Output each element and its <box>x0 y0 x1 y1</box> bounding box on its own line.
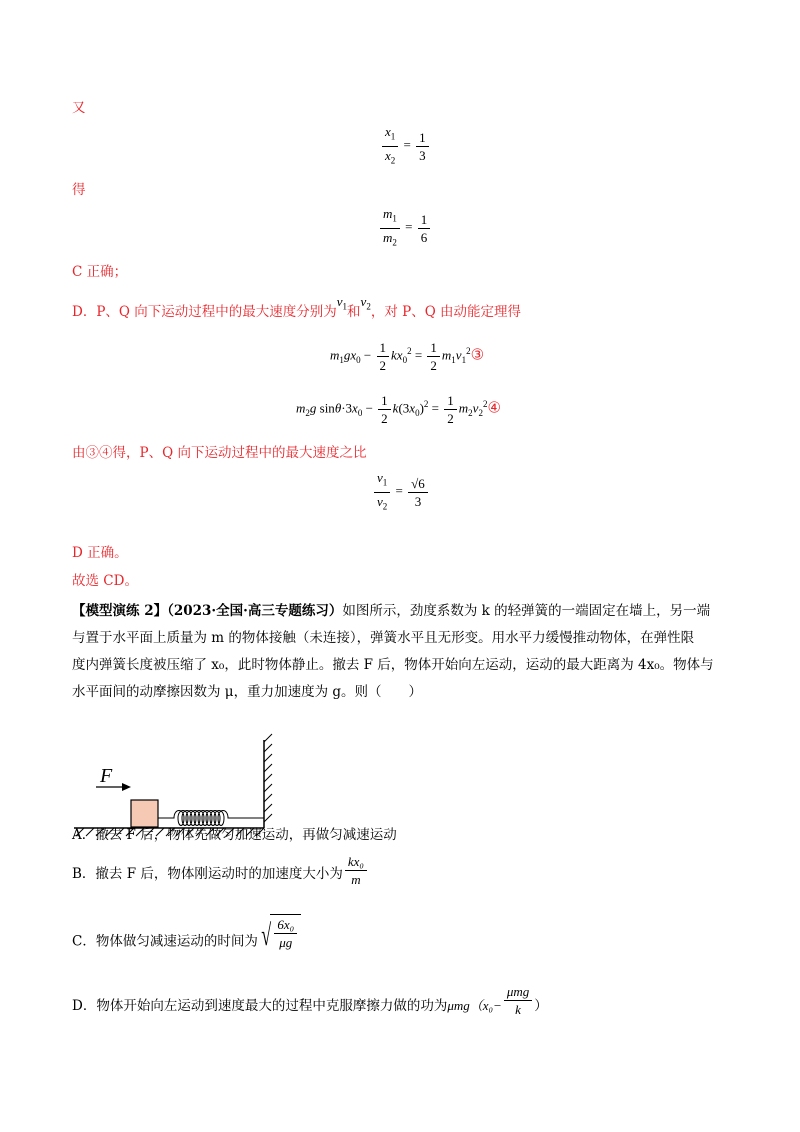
equation-3: $m_1gx_0$ − $\frac{1}{2}$ $kx_0^2$ = $\frac{1}{2}$ $m_1v_1^2③$ <box>330 340 485 373</box>
problem-line-4: 水平面间的动摩擦因数为 μ，重力加速度为 g。则（ ） <box>72 684 422 700</box>
text-from-34: 由③④得，P、Q 向下运动过程中的最大速度之比 <box>72 445 367 461</box>
wall-hatch <box>264 734 272 822</box>
force-label: F <box>100 765 113 787</box>
problem-line-1: 【模型演练 2】（2023·全国·高三专题练习）如图所示，劲度系数为 k 的轻弹簧的一端固定在墙上，另一端 <box>72 603 711 619</box>
equation-x-ratio: $\frac{x_1}{x_2}$ = $\frac{1}{3}$ <box>380 124 431 168</box>
text-answer: 故选 CD。 <box>72 573 138 589</box>
option-c: C．物体做匀减速运动的时间为 √ $\frac{\text{6x₀}}{\mu g}$ <box>72 920 301 964</box>
option-d: D．物体开始向左运动到速度最大的过程中克服摩擦力做的功为μmg（x₀− $\frac{\text{μmg}}{k}$ ） <box>72 984 548 1017</box>
text-you: 又 <box>72 100 86 116</box>
equation-m-ratio: $\frac{m_1}{m_2}$ = $\frac{1}{6}$ <box>378 206 432 250</box>
equation-v-ratio: $\frac{v_1}{v_2}$ = $\frac{√6}{3}$ <box>372 470 430 514</box>
text-de: 得 <box>72 182 86 198</box>
option-a: A．撤去 F 后，物体先做匀加速运动，再做匀减速运动 <box>72 827 397 843</box>
problem-line-3: 度内弹簧长度被压缩了 x₀，此时物体静止。撤去 F 后，物体开始向左运动，运动的最大距离为 4x₀。物体与 <box>72 657 714 673</box>
text-d-intro: D．P、Q 向下运动过程中的最大速度分别为$v_1$和$v_2$，对 P、Q 由动能定理得 <box>72 294 522 320</box>
equation-4: $m_2g$ $\sin\theta\cdot 3x_0$ − $\frac{1}{2}$ $k(3x_0)^2$ = $\frac{1}{2}$ $m_2v_2^2④$ <box>296 393 501 426</box>
option-b: B．撤去 F 后，物体刚运动时的加速度大小为 $\frac{\text{kx₀}}{m}$ <box>72 858 369 891</box>
text-d-correct: D 正确。 <box>72 545 128 561</box>
force-arrow-head <box>122 783 131 791</box>
text-c-correct: C 正确； <box>72 264 128 280</box>
problem-line-2: 与置于水平面上质量为 m 的物体接触（未连接），弹簧水平且无形变。用水平力缓慢推动物体，在弹性限 <box>72 630 695 646</box>
problem-tag: 【模型演练 2】（2023·全国·高三专题练习） <box>72 603 343 619</box>
